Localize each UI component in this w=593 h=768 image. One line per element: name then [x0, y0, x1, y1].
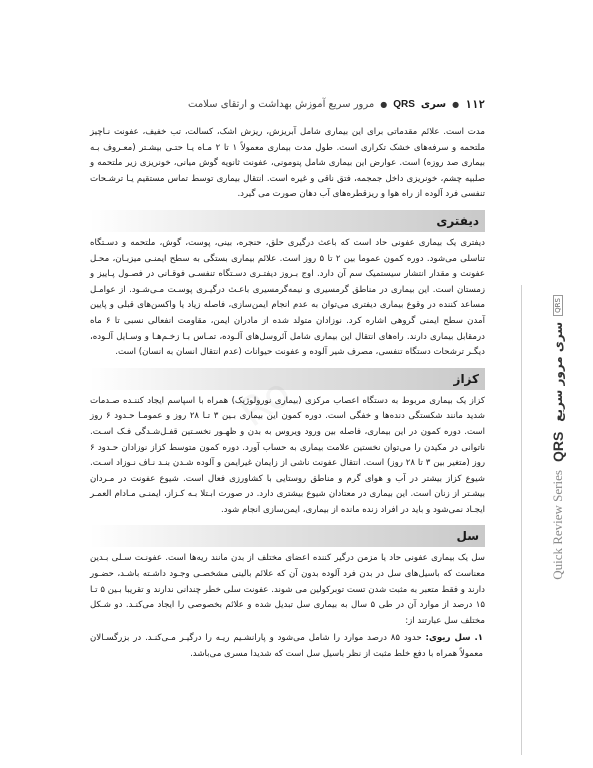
sidebar-tag: QRS [553, 295, 563, 316]
page-content [90, 125, 485, 725]
list-item [90, 631, 485, 662]
section-heading-tuberculosis: سل [90, 525, 485, 547]
sidebar-brand-logo: QRS [550, 431, 566, 463]
header-series-label: سری [420, 98, 447, 110]
page-number: ۱۱۲ [465, 97, 485, 111]
list-item-text: حدود ۸۵ درصد موارد را شامل می‌شود و پارانشـیم ریـه را درگیـر مـی‌کنـد. در بزرگسـالان معمولاً همراه با دفع خلط مثبت از نظر باسیل سل است که شدیدا مسری می‌باشد. [90, 633, 483, 660]
section-heading-tetanus: کزاز [90, 368, 485, 390]
list-item-term: سل ریوی: [425, 633, 471, 644]
sidebar-series-en: Quick Review Series [550, 470, 565, 580]
section-heading-diphtheria: دیفتری [90, 210, 485, 232]
header-brand: QRS [393, 98, 415, 110]
intro-paragraph: مدت است. علائم مقدماتی برای این بیماری شامل آبریزش، ریزش اشک، کسالت، تب خفیف، عفونت نـاچیز ملتحمه و سرفه‌های خشک تکراری است. طول مدت بیماری معمولاً ۱ تا ۲ مـاه یـا حتـی بیشـتر (معـروف بـه بیماری صد روزه) است. عوارض این بیماری شامل پنومونی، عفونت ثانویه گوش میانی، خونریزی زیر ملتحمه و صلبیه چشم، خونریزی داخل جمجمه، فتق ناقی و غیره است. انتقال بیماری توسط تماس مستقیم یـا ترشـحات تنفسی فرد آلوده از راه هوا و ریزقطره‌های آب دهان صورت می گیرد. [90, 127, 485, 200]
section-body-tetanus: کزاز یک بیماری مربوط به دستگاه اعصاب مرکزی (بیماری نورولوژیک) همراه با اسپاسم ایجاد کننـده صـدمات شدید مانند شکستگی دنده‌ها و خفگی است. دوره کمون این بیماری بـین ۳ تـا ۲۸ روز و عمومـا حـدود ۶ روز است. دوره کمون در این بیماری، فاصله بین ورود ویروس به بدن و ظهـور نخسـتین قفـل‌شـدگی فـک اسـت. ناتوانی در مکیدن را می‌توان نخستین علامت بیماری به حساب آورد. دوره کمون متوسط کزاز نوزادان حـدود ۶ روز (متغیر بین ۳ تا ۲۸ روز) است. انتقال عفونت ناشی از زایمان غیرایمن و آلوده شـدن بنـد نـاف نـوزاد اسـت. شیوع کزاز بیشتر در آب و هوای گرم و مناطق روستایی با کشاورزی فعال است. شیوع عفونت در مـردان بیشـتر از زنان است. این بیماری در معتادان شیوع بیشتری دارد. در صورت ابـتلا بـه کـزاز، ایمنـی مـادام العمـر ایجـاد نمی‌شود و باید در افراد زنده مانده از بیماری، ایمن‌سازی انجام شود. [90, 395, 486, 515]
bullet-icon: ● [452, 99, 460, 109]
series-sidebar [521, 285, 593, 755]
sidebar-label [522, 285, 593, 755]
bullet-icon: ● [380, 99, 388, 109]
sidebar-series-fa: سری مرور سریع [551, 321, 565, 422]
running-header [90, 96, 485, 112]
section-body-tuberculosis: سل یک بیماری عفونی حاد یا مزمن درگیر کننده اعضای مختلف از بدن مانند ریه‌ها است. عفونـت سـلی بـدین معناست که باسیل‌های سل در بدن فرد آلوده بدون آن که علائم بالینی مشخصـی وجـود داشـته باشـد، حضـور دارند و فقط متعبر به مثبت شدن تست توبرکولین می شوند. عفونت سلی خطر چندانی ندارند و تقریبا بـین ۵ تـا ۱۵ درصد از موارد آن در طی ۵ سال به بیماری سل تبدیل شده و علائم بخصوصی را ایجاد می‌کنـد. دو شـکل مختلف سل عبارتند از: [90, 553, 486, 626]
book-title: مرور سریع آموزش بهداشت و ارتقای سلامت [188, 98, 375, 110]
section-body-diphtheria: دیفتری یک بیماری عفونی حاد است که باعث درگیری حلق، حنجره، بینی، پوست، گوش، ملتحمه و دسـتگاه تناسلی می‌شود. دوره کمون عموما بین ۲ تا ۵ روز است. علائم بیماری بستگی به سطح ایمنـی میزبـان، محـل عفونت و مقدار انتشار سیستمیک سم آن دارد. اوج بـروز دیفتـری دسـتگاه تنفسـی فوقـانی در فصـول پـاییز و زمستان است. این بیماری در مناطق گرمسیری و نیمه‌گرمسیری باعـث درگیـری پوسـت مـی‌شـود. از عوامـل مساعد کننده در وقوع بیماری دیفتری می‌توان به عدم انجام ایمن‌سازی، فاصله زیاد یا واکسن‌های قبلی و پایین آمدن سطح ایمنی گروهی اشاره کرد. نوزادان متولد شده از مادران ایمن، مقاومت انفعالی نسبی تا ۶ ماه درمقابل بیماری دارند. راه‌های انتقال این بیماری شامل آئروسل‌های آلـوده، تمـاس بـا زخـم‌هـا و وسـایل آلـوده، دیگـر ترشحات دستگاه تنفسی، مصرف شیر آلوده و عفونت حیوانات (عدم انتقال انسان به انسان) است. [90, 237, 485, 358]
list-item-number: ۱. [474, 633, 483, 644]
